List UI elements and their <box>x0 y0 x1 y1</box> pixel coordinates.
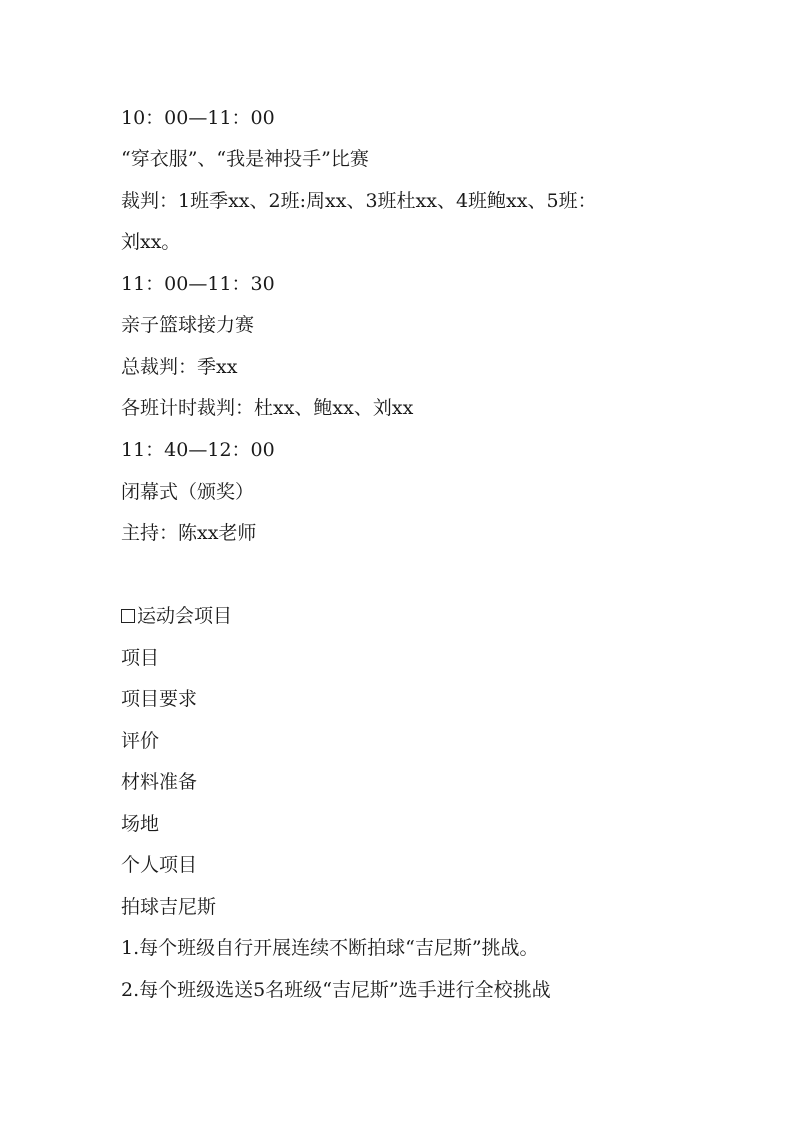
time-slot-2: 11：00—11：30 <box>121 273 275 295</box>
item-ball-bouncing: 拍球吉尼斯 <box>121 896 217 918</box>
time-slot-3: 11：40—12：00 <box>121 439 275 461</box>
host-line: 主持：陈xx老师 <box>121 522 257 544</box>
event-title-3: 闭幕式（颁奖） <box>121 481 255 503</box>
checkbox-square-icon <box>121 609 135 623</box>
table-header-item: 项目 <box>121 647 160 669</box>
table-header-requirements: 项目要求 <box>121 688 198 710</box>
requirement-2: 2.每个班级选送5名班级“吉尼斯”选手进行全校挑战 <box>121 979 551 1001</box>
table-header-materials: 材料准备 <box>121 771 198 793</box>
event-title-1: “穿衣服”、“我是神投手”比赛 <box>121 148 369 170</box>
section-heading <box>121 604 721 628</box>
event-title-2: 亲子篮球接力赛 <box>121 314 255 336</box>
category-individual: 个人项目 <box>121 854 198 876</box>
timing-referees: 各班计时裁判：杜xx、鲍xx、刘xx <box>121 397 414 419</box>
table-header-venue: 场地 <box>121 813 160 835</box>
time-slot-1: 10：00—11：00 <box>121 107 275 129</box>
section-heading-text: 运动会项目 <box>137 605 233 627</box>
table-header-evaluation: 评价 <box>121 730 160 752</box>
chief-referee: 总裁判：季xx <box>121 356 238 378</box>
referee-line-1-cont: 刘xx。 <box>121 231 181 253</box>
requirement-1: 1.每个班级自行开展连续不断拍球“吉尼斯”挑战。 <box>121 937 539 959</box>
referee-line-1: 裁判：1班季xx、2班:周xx、3班杜xx、4班鲍xx、5班： <box>121 190 597 212</box>
